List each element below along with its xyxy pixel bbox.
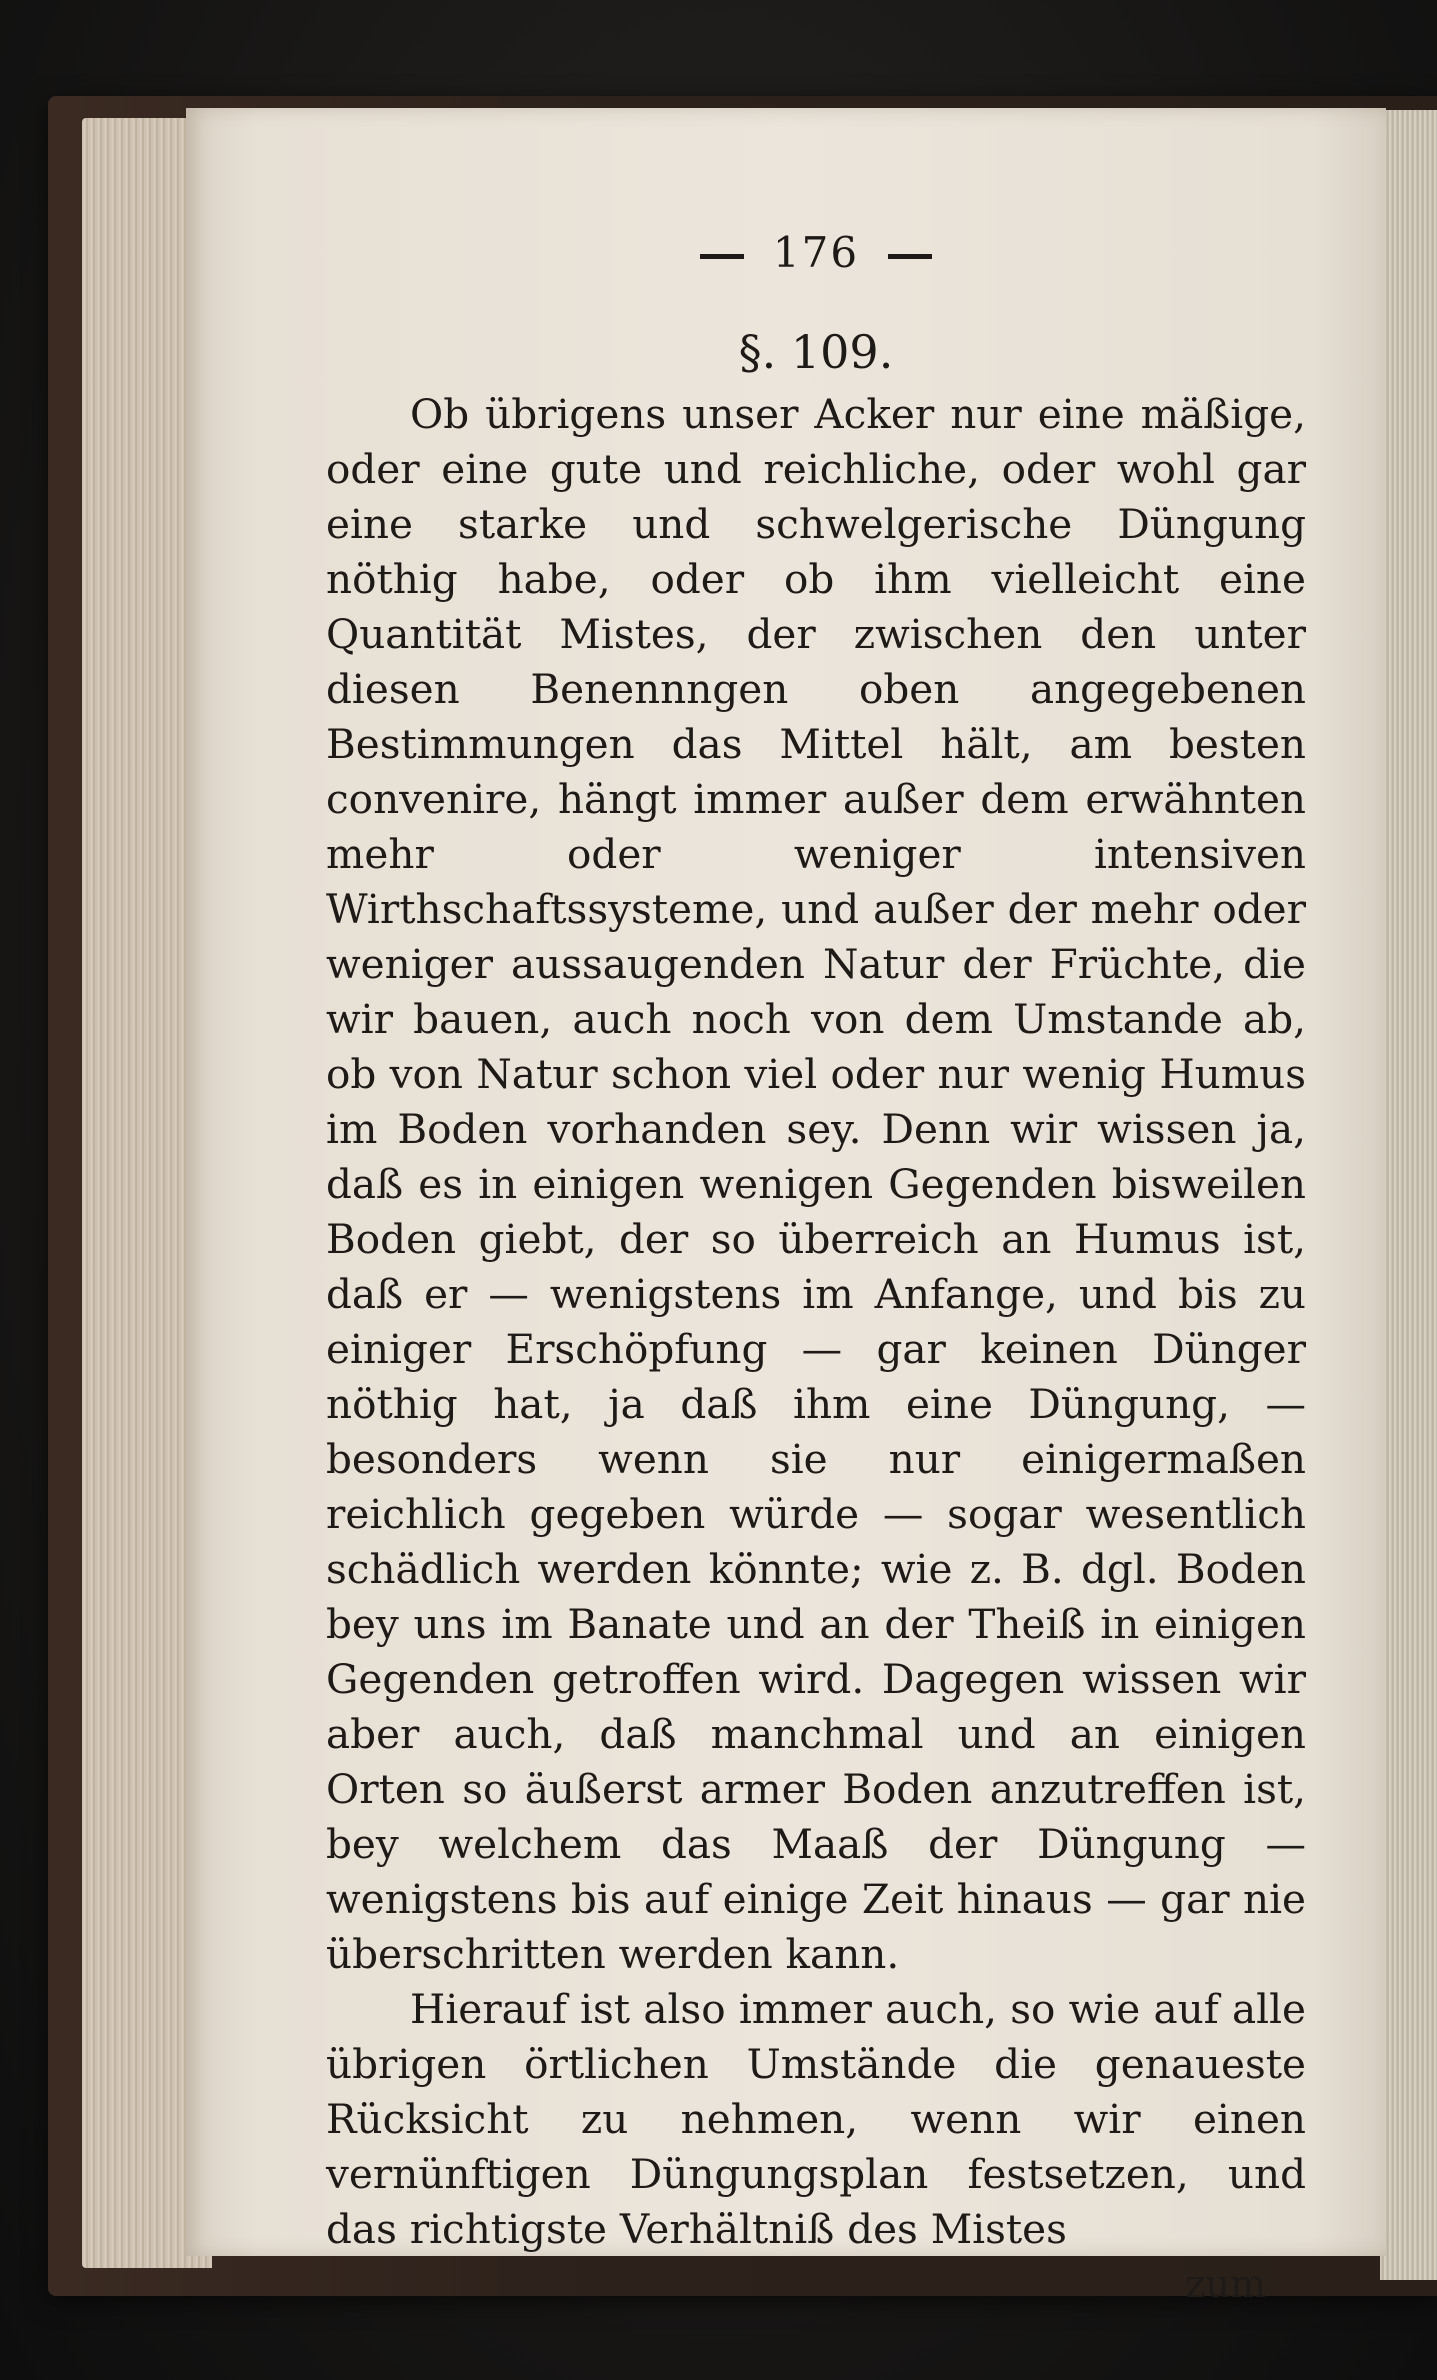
page-stack-right xyxy=(1380,110,1437,2280)
header-dash-right xyxy=(888,254,932,259)
header-dash-left xyxy=(700,254,744,259)
book-page xyxy=(186,108,1386,2306)
catchword: zum xyxy=(1185,2262,1266,2306)
paragraph-1: Ob übrigens unser Acker nur eine mäßige, oder eine gute und reichliche, oder wohl gar eine starke und schwelgerische Düngung nöthig habe, oder ob ihm vielleicht eine Quantität Mistes, der zwischen den unter diesen Benennngen oben angegebenen Bestimmungen das Mittel hält, am besten convenire, hängt immer außer dem erwähnten mehr oder weniger intensiven Wirthschaftssysteme, und außer der mehr oder weniger aussaugenden Natur der Früchte, die wir bauen, auch noch von dem Umstande ab, ob von Natur schon viel oder nur wenig Humus im Boden vorhanden sey. Denn wir wissen ja, daß es in einigen wenigen Gegenden bisweilen Boden giebt, der so überreich an Humus ist, daß er — wenigstens im Anfange, und bis zu einiger Erschöpfung — gar keinen Dünger nöthig hat, ja daß ihm eine Düngung, — besonders wenn sie nur einigermaßen reichlich gegeben würde — sogar wesentlich schädlich werden könnte; wie z. B. dgl. Boden bey uns im Banate und an der Theiß in einigen Gegenden getroffen wird. Dagegen wissen wir aber auch, daß manchmal und an einigen Orten so äußerst armer Boden anzutreffen ist, bey welchem das Maaß der Düngung — wenigstens bis auf einige Zeit hinaus — gar nie überschritten werden kann. xyxy=(326,390,1306,1978)
page-header xyxy=(326,228,1306,277)
section-heading: §. 109. xyxy=(738,325,894,379)
page-text xyxy=(326,228,1306,2312)
page-number: 176 xyxy=(772,228,860,277)
paragraph-2: Hierauf ist also immer auch, so wie auf alle übrigen örtlichen Umstände die genaueste Rücksicht zu nehmen, wenn wir einen vernünftigen Düngungsplan festsetzen, und das richtigste Verhältniß des Mistes xyxy=(326,1985,1306,2253)
